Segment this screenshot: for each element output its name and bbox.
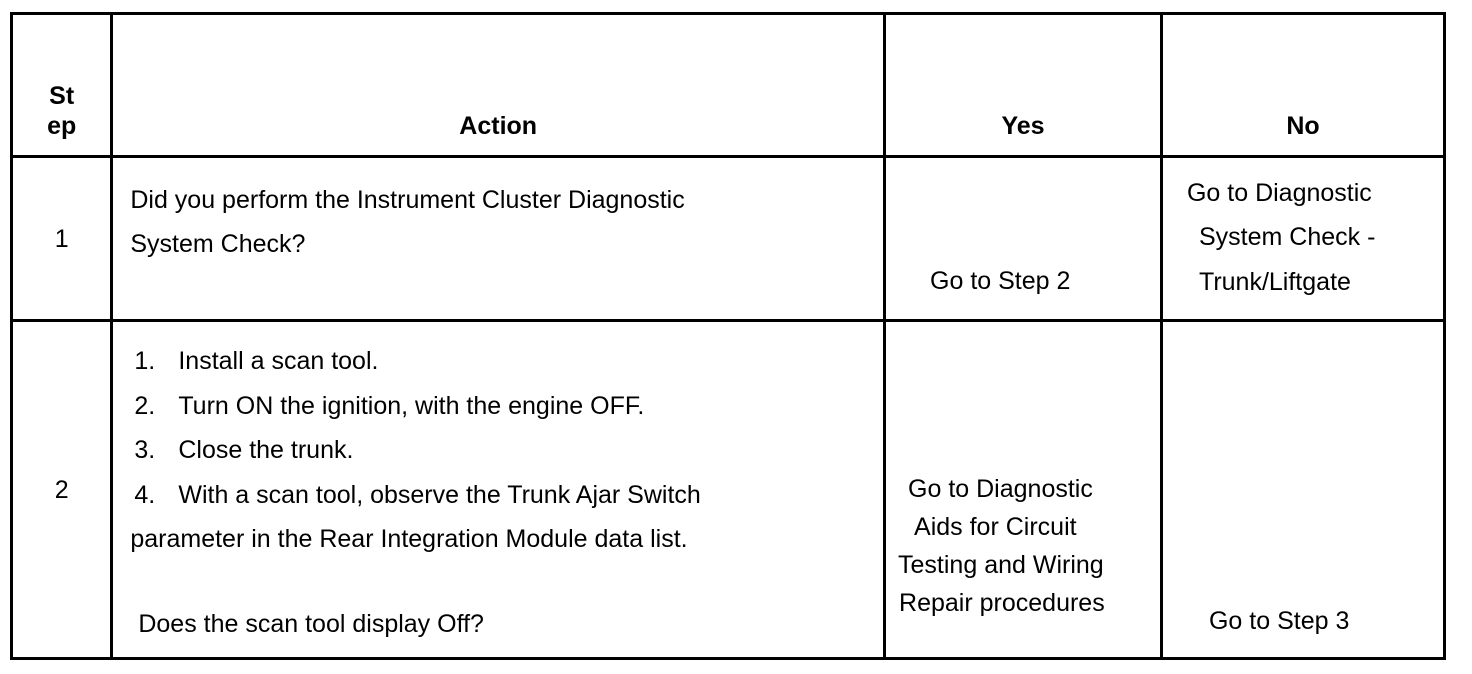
action-1-line2: System Check?: [130, 230, 306, 258]
step-number-1: 1: [12, 157, 112, 321]
list-item-text: Turn ON the ignition, with the engine OFF.: [178, 391, 645, 420]
diagnostic-table: [10, 12, 1446, 660]
header-action: Action: [112, 14, 885, 157]
header-step-line2: ep: [47, 112, 77, 140]
action-steps-list: [113, 322, 883, 561]
header-row: [12, 14, 1445, 157]
step-number-2: 2: [12, 321, 112, 659]
list-item-number: 1.: [134, 347, 156, 375]
list-item-number: 3.: [134, 436, 156, 464]
action-1-line1: Did you perform the Instrument Cluster Diagnostic: [130, 186, 685, 214]
header-no: No: [1161, 14, 1444, 157]
list-item: [130, 384, 883, 429]
no-1-line3: Trunk/Liftgate: [1198, 268, 1351, 296]
list-item: [130, 473, 883, 562]
list-item-text: With a scan tool, observe the Trunk Ajar Switch: [178, 480, 701, 509]
header-step-line1: St: [49, 82, 75, 110]
yes-cell-1: [885, 157, 1162, 321]
yes-2-line4: Repair procedures: [899, 589, 1105, 617]
header-yes: Yes: [885, 14, 1162, 157]
list-item: [130, 428, 883, 473]
list-item-number: 4.: [134, 480, 156, 509]
action-question-2: Does the scan tool display Off?: [138, 610, 484, 638]
yes-2-line3: Testing and Wiring: [898, 551, 1104, 579]
yes-cell-2: [885, 321, 1162, 659]
action-cell-1: [112, 157, 885, 321]
yes-1-text: Go to Step 2: [930, 267, 1071, 295]
no-cell-2: [1161, 321, 1444, 659]
yes-2-line2: Aids for Circuit: [914, 513, 1077, 541]
list-item-continuation: parameter in the Rear Integration Module data list.: [130, 525, 688, 553]
no-1-line1: Go to Diagnostic: [1186, 179, 1372, 207]
list-item: [130, 339, 883, 384]
header-step: [12, 14, 112, 157]
no-cell-1: [1161, 157, 1444, 321]
no-1-line2: System Check -: [1198, 223, 1376, 251]
yes-2-line1: Go to Diagnostic: [908, 475, 1093, 503]
table-row-step-1: [12, 157, 1445, 321]
action-cell-2: [112, 321, 885, 659]
list-item-text: Close the trunk.: [178, 436, 354, 464]
no-2-text: Go to Step 3: [1208, 607, 1350, 635]
list-item-text: Install a scan tool.: [178, 347, 379, 375]
list-item-number: 2.: [134, 391, 156, 420]
table-row-step-2: [12, 321, 1445, 659]
